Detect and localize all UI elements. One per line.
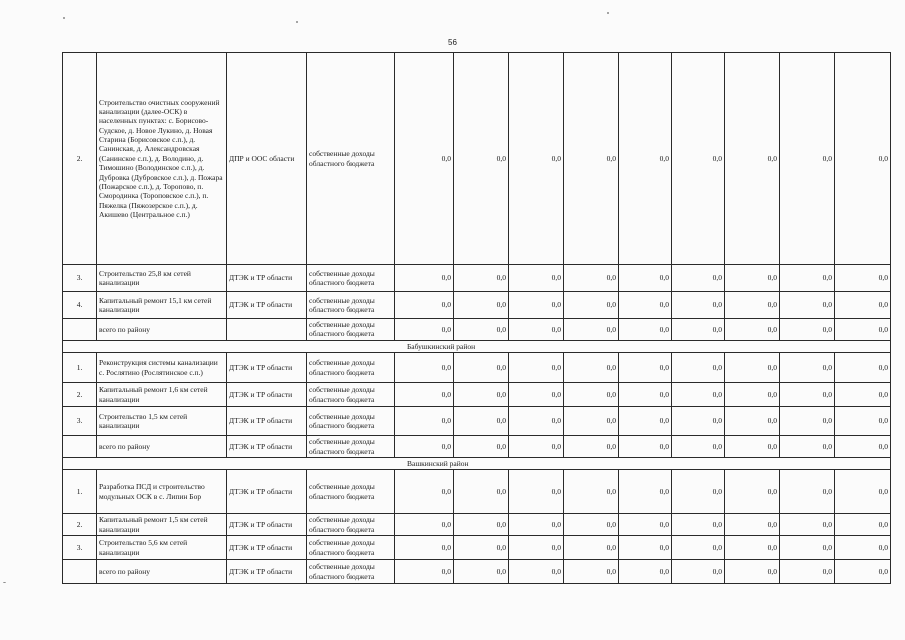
amount-cell: 0,0 [395,536,454,560]
responsible-body: ДТЭК и ТР области [227,436,307,458]
project-name: Строительство 5,6 км сетей канализации [97,536,227,560]
funding-source: собственные доходы областного бюджета [307,265,395,292]
amount-cell: 0,0 [395,407,454,436]
total-row [63,319,891,341]
row-number: 2. [63,53,97,265]
responsible-body: ДТЭК и ТР области [227,383,307,407]
project-name: Капитальный ремонт 15,1 км сетей канализации [97,292,227,319]
responsible-body: ДТЭК и ТР области [227,470,307,514]
amount-cell: 0,0 [509,436,564,458]
amount-cell: 0,0 [564,470,619,514]
row-number: 1. [63,353,97,383]
page-number: 56 [448,38,457,47]
amount-cell: 0,0 [619,536,672,560]
project-name: всего по району [97,436,227,458]
total-row [63,560,891,584]
total-row [63,436,891,458]
amount-cell: 0,0 [509,407,564,436]
table-row [63,514,891,536]
amount-cell: 0,0 [725,470,780,514]
amount-cell: 0,0 [395,514,454,536]
responsible-body: ДТЭК и ТР области [227,536,307,560]
amount-cell: 0,0 [564,319,619,341]
amount-cell: 0,0 [454,53,509,265]
amount-cell: 0,0 [619,265,672,292]
responsible-body: ДТЭК и ТР области [227,407,307,436]
row-number: 3. [63,536,97,560]
amount-cell: 0,0 [835,536,891,560]
project-name: всего по району [97,560,227,584]
amount-cell: 0,0 [725,319,780,341]
amount-cell: 0,0 [835,436,891,458]
project-name: Реконструкция системы канализации с. Рослятино (Рослятинское с.п.) [97,353,227,383]
amount-cell: 0,0 [780,560,835,584]
amount-cell: 0,0 [725,560,780,584]
amount-cell: 0,0 [454,470,509,514]
amount-cell: 0,0 [395,319,454,341]
amount-cell: 0,0 [725,292,780,319]
funding-source: собственные доходы областного бюджета [307,560,395,584]
amount-cell: 0,0 [395,353,454,383]
responsible-body [227,319,307,341]
amount-cell: 0,0 [672,470,725,514]
region-header-blank [63,340,395,352]
amount-cell: 0,0 [619,53,672,265]
row-number: 3. [63,407,97,436]
region-header-blank [63,457,395,469]
program-table [62,52,891,584]
amount-cell: 0,0 [619,514,672,536]
amount-cell: 0,0 [619,407,672,436]
funding-source: собственные доходы областного бюджета [307,407,395,436]
amount-cell: 0,0 [619,292,672,319]
table-row [63,353,891,383]
scan-speck [296,21,298,23]
project-name: Строительство 25,8 км сетей канализации [97,265,227,292]
responsible-body: ДТЭК и ТР области [227,265,307,292]
amount-cell: 0,0 [835,383,891,407]
amount-cell: 0,0 [780,383,835,407]
table-row [63,383,891,407]
amount-cell: 0,0 [619,319,672,341]
amount-cell: 0,0 [395,436,454,458]
row-number: 1. [63,470,97,514]
amount-cell: 0,0 [509,292,564,319]
funding-source: собственные доходы областного бюджета [307,319,395,341]
amount-cell: 0,0 [564,536,619,560]
funding-source: собственные доходы областного бюджета [307,292,395,319]
amount-cell: 0,0 [835,319,891,341]
amount-cell: 0,0 [725,536,780,560]
amount-cell: 0,0 [672,319,725,341]
project-name: Капитальный ремонт 1,5 км сетей канализации [97,514,227,536]
responsible-body: ДТЭК и ТР области [227,353,307,383]
responsible-body: ДТЭК и ТР области [227,560,307,584]
amount-cell: 0,0 [509,353,564,383]
amount-cell: 0,0 [725,265,780,292]
amount-cell: 0,0 [564,383,619,407]
amount-cell: 0,0 [395,53,454,265]
row-number: 2. [63,514,97,536]
amount-cell: 0,0 [509,265,564,292]
amount-cell: 0,0 [509,319,564,341]
amount-cell: 0,0 [672,560,725,584]
row-number: 4. [63,292,97,319]
amount-cell: 0,0 [725,53,780,265]
amount-cell: 0,0 [835,470,891,514]
amount-cell: 0,0 [454,436,509,458]
table-row [63,407,891,436]
amount-cell: 0,0 [564,292,619,319]
scan-speck [63,17,65,19]
amount-cell: 0,0 [619,383,672,407]
project-name: Строительство 1,5 км сетей канализации [97,407,227,436]
amount-cell: 0,0 [672,536,725,560]
amount-cell: 0,0 [564,53,619,265]
amount-cell: 0,0 [454,319,509,341]
amount-cell: 0,0 [509,536,564,560]
amount-cell: 0,0 [835,265,891,292]
amount-cell: 0,0 [454,265,509,292]
amount-cell: 0,0 [780,536,835,560]
amount-cell: 0,0 [509,560,564,584]
amount-cell: 0,0 [395,560,454,584]
amount-cell: 0,0 [672,53,725,265]
amount-cell: 0,0 [509,53,564,265]
row-number: 3. [63,265,97,292]
amount-cell: 0,0 [672,353,725,383]
responsible-body: ДТЭК и ТР области [227,292,307,319]
amount-cell: 0,0 [780,470,835,514]
funding-source: собственные доходы областного бюджета [307,536,395,560]
project-name: Строительство очистных сооружений канализации (далее-ОСК) в населенных пунктах: с. Борисово-Судское, д. Новое Лукино, д. Новая Старина (Борисовское с.п.), д. Санинская, д. Александровская (Санинское с.п.), д. Володино, д. Тимошино (Володинское с.п.), д. Дубровка (Дубровское с.п.), д. Пожара (Пожарское с.п.), д. Торопово, п. Смородинка (Тороповское с.п.), п. Пяжелка (Пяжозерское с.п.), д. Акишево (Центральное с.п.) [97,53,227,265]
amount-cell: 0,0 [780,319,835,341]
amount-cell: 0,0 [454,514,509,536]
amount-cell: 0,0 [780,436,835,458]
table-row [63,536,891,560]
amount-cell: 0,0 [509,383,564,407]
amount-cell: 0,0 [725,436,780,458]
amount-cell: 0,0 [835,292,891,319]
amount-cell: 0,0 [619,436,672,458]
amount-cell: 0,0 [509,470,564,514]
project-name: всего по району [97,319,227,341]
funding-source: собственные доходы областного бюджета [307,53,395,265]
table-row [63,470,891,514]
amount-cell: 0,0 [672,407,725,436]
amount-cell: 0,0 [454,292,509,319]
amount-cell: 0,0 [454,560,509,584]
amount-cell: 0,0 [835,560,891,584]
funding-source: собственные доходы областного бюджета [307,353,395,383]
row-number [63,560,97,584]
amount-cell: 0,0 [835,407,891,436]
scan-speck [607,12,609,14]
amount-cell: 0,0 [725,407,780,436]
funding-source: собственные доходы областного бюджета [307,470,395,514]
amount-cell: 0,0 [619,353,672,383]
amount-cell: 0,0 [780,514,835,536]
amount-cell: 0,0 [672,292,725,319]
amount-cell: 0,0 [835,353,891,383]
row-number: 2. [63,383,97,407]
amount-cell: 0,0 [454,383,509,407]
amount-cell: 0,0 [780,353,835,383]
amount-cell: 0,0 [564,265,619,292]
region-title: Вашкинский район [395,457,891,469]
responsible-body: ДПР и ООС области [227,53,307,265]
project-name: Капитальный ремонт 1,6 км сетей канализации [97,383,227,407]
amount-cell: 0,0 [725,353,780,383]
amount-cell: 0,0 [454,536,509,560]
amount-cell: 0,0 [395,265,454,292]
amount-cell: 0,0 [454,353,509,383]
funding-source: собственные доходы областного бюджета [307,514,395,536]
amount-cell: 0,0 [835,53,891,265]
amount-cell: 0,0 [672,514,725,536]
region-header-row [63,457,891,469]
region-title: Бабушкинский район [395,340,891,352]
amount-cell: 0,0 [725,383,780,407]
amount-cell: 0,0 [780,407,835,436]
amount-cell: 0,0 [564,353,619,383]
amount-cell: 0,0 [509,514,564,536]
amount-cell: 0,0 [454,407,509,436]
amount-cell: 0,0 [564,514,619,536]
funding-source: собственные доходы областного бюджета [307,383,395,407]
row-number [63,319,97,341]
amount-cell: 0,0 [780,292,835,319]
amount-cell: 0,0 [672,383,725,407]
scan-speck [3,582,6,583]
amount-cell: 0,0 [395,470,454,514]
amount-cell: 0,0 [395,383,454,407]
amount-cell: 0,0 [619,560,672,584]
amount-cell: 0,0 [564,436,619,458]
amount-cell: 0,0 [835,514,891,536]
project-name: Разработка ПСД и строительство модульных ОСК в с. Липин Бор [97,470,227,514]
row-number [63,436,97,458]
amount-cell: 0,0 [725,514,780,536]
region-header-row [63,340,891,352]
amount-cell: 0,0 [564,407,619,436]
table-row [63,292,891,319]
amount-cell: 0,0 [780,53,835,265]
amount-cell: 0,0 [780,265,835,292]
table-row [63,265,891,292]
amount-cell: 0,0 [564,560,619,584]
table-row [63,53,891,265]
amount-cell: 0,0 [672,436,725,458]
responsible-body: ДТЭК и ТР области [227,514,307,536]
amount-cell: 0,0 [672,265,725,292]
funding-source: собственные доходы областного бюджета [307,436,395,458]
amount-cell: 0,0 [395,292,454,319]
amount-cell: 0,0 [619,470,672,514]
